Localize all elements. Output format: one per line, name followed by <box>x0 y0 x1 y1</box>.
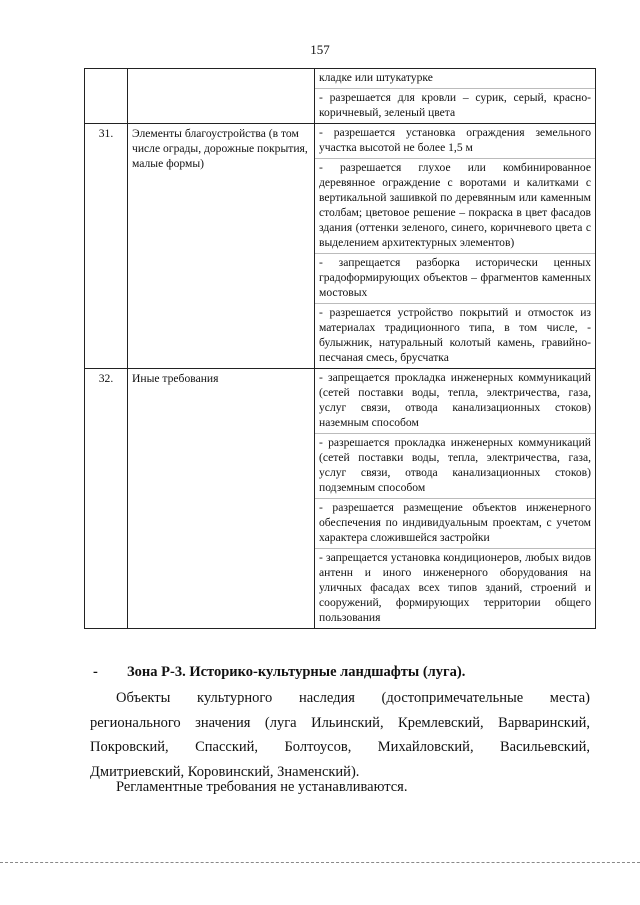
row-element-name <box>128 69 315 124</box>
requirement-item: - разрешается устройство покрытий и отмосток из материалах традиционного типа, в том числе, - булыжник, натуральный колотый камень, гравийно-песчаная смесь, брусчатка <box>315 303 595 368</box>
section-heading <box>93 664 593 681</box>
table-row <box>85 124 596 369</box>
row-requirements <box>315 369 596 629</box>
requirement-item: - запрещается разборка исторически ценных градоформирующих объектов – фрагментов каменных мостовых <box>315 253 595 303</box>
row-number <box>85 69 128 124</box>
heading-bullet: - <box>93 664 98 680</box>
requirement-item: - запрещается установка кондиционеров, любых видов антенн и иного инженерного оборудования на уличных фасадах всех типов зданий, строений и сооружений, формирующих территории общего пользования <box>315 548 595 628</box>
requirement-item: - разрешается глухое или комбинированное деревянное ограждение с воротами и калитками с вертикальной зашивкой по деревянным или каменным столбам; цветовое решение – покраска в цвет фасадов здания (оттенки зеленого, синего, коричневого цвета с выделением архитектурных элементов) <box>315 158 595 253</box>
row-element-name: Иные требования <box>128 369 315 629</box>
row-element-name: Элементы благоустройства (в том числе ограды, дорожные покрытия, малые формы) <box>128 124 315 369</box>
requirement-item: - разрешается для кровли – сурик, серый, красно- коричневый, зеленый цвета <box>315 88 595 123</box>
regulations-table <box>84 68 596 629</box>
row-number: 32. <box>85 369 128 629</box>
requirement-item: - разрешается размещение объектов инженерного обеспечения по индивидуальным проектам, с учетом характера сложившейся застройки <box>315 498 595 548</box>
heading-text: Зона Р-3. Историко-культурные ландшафты (луга). <box>127 664 466 680</box>
requirement-item: - разрешается прокладка инженерных коммуникаций (сетей поставки воды, тепла, электричества, газа, услуг связи, отвода канализационных стоков) подземным способом <box>315 433 595 498</box>
row-requirements <box>315 124 596 369</box>
requirement-item: - запрещается прокладка инженерных коммуникаций (сетей поставки воды, тепла, электричества, газа, услуг связи, отвода канализационных стоков) наземным способом <box>319 371 591 429</box>
section-paragraph-regulations: Регламентные требования не устанавливаются. <box>116 779 408 795</box>
row-number: 31. <box>85 124 128 369</box>
table-row <box>85 369 596 629</box>
requirement-item: кладке или штукатурке <box>319 71 433 84</box>
requirement-item: - разрешается установка ограждения земельного участка высотой не более 1,5 м <box>319 126 591 154</box>
scan-edge-divider <box>0 862 640 863</box>
page-number: 157 <box>310 42 330 57</box>
section-paragraph-objects: Объекты культурного наследия (достопримечательные места) регионального значения (луга Ильинский, Кремлевский, Варваринский, Покровский, Спасский, Болтоусов, Михайловский, Васильевский, Дмитриевский, Коровинский, Знаменский). <box>90 690 590 780</box>
row-requirements <box>315 69 596 124</box>
table-row <box>85 69 596 124</box>
